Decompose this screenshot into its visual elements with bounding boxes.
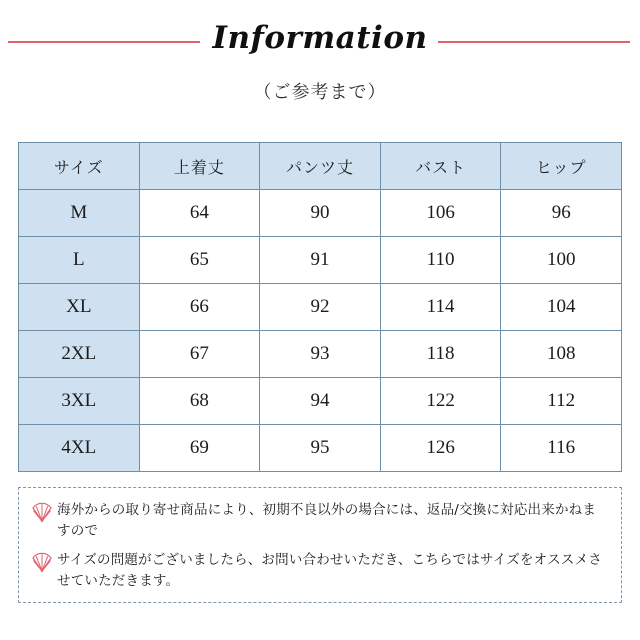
cell-hip: 116	[501, 425, 622, 472]
table-row	[19, 425, 622, 472]
note-text: サイズの問題がございましたら、お問い合わせいただき、こちらではサイズをオススメさせていただきます。	[57, 551, 603, 589]
size-table-head	[19, 143, 622, 190]
table-row	[19, 331, 622, 378]
list-item	[31, 550, 607, 592]
cell-hip: 108	[501, 331, 622, 378]
cell-pants-length: 91	[260, 237, 381, 284]
table-header-row	[19, 143, 622, 190]
table-row	[19, 190, 622, 237]
cell-hip: 112	[501, 378, 622, 425]
size-table-body	[19, 190, 622, 472]
note-text: 海外からの取り寄せ商品により、初期不良以外の場合には、返品/交換に対応出来かねますので	[57, 502, 597, 539]
table-row	[19, 378, 622, 425]
page-subtitle: （ご参考まで）	[253, 82, 387, 103]
cell-size: 2XL	[19, 331, 140, 378]
column-header-jacket-length: 上着丈	[139, 143, 260, 190]
notes-box	[18, 487, 622, 603]
column-header-hip: ヒップ	[501, 143, 622, 190]
list-item	[31, 500, 607, 542]
fan-icon	[31, 502, 53, 522]
column-header-pants-length: パンツ丈	[260, 143, 381, 190]
cell-size: 3XL	[19, 378, 140, 425]
column-header-bust: バスト	[380, 143, 501, 190]
cell-jacket-length: 68	[139, 378, 260, 425]
cell-pants-length: 94	[260, 378, 381, 425]
cell-jacket-length: 66	[139, 284, 260, 331]
size-table-container	[18, 142, 622, 472]
cell-hip: 96	[501, 190, 622, 237]
table-row	[19, 284, 622, 331]
header-rule-left	[8, 41, 200, 43]
cell-jacket-length: 67	[139, 331, 260, 378]
cell-bust: 114	[380, 284, 501, 331]
fan-icon	[31, 552, 53, 572]
page-title: Information	[202, 23, 437, 54]
cell-pants-length: 90	[260, 190, 381, 237]
page-header	[0, 0, 640, 72]
cell-jacket-length: 69	[139, 425, 260, 472]
cell-hip: 100	[501, 237, 622, 284]
header-rule-right	[428, 41, 630, 43]
cell-pants-length: 95	[260, 425, 381, 472]
cell-size: L	[19, 237, 140, 284]
cell-jacket-length: 65	[139, 237, 260, 284]
cell-size: 4XL	[19, 425, 140, 472]
cell-jacket-length: 64	[139, 190, 260, 237]
cell-bust: 110	[380, 237, 501, 284]
cell-pants-length: 92	[260, 284, 381, 331]
column-header-size: サイズ	[19, 143, 140, 190]
cell-bust: 118	[380, 331, 501, 378]
cell-bust: 106	[380, 190, 501, 237]
cell-pants-length: 93	[260, 331, 381, 378]
cell-bust: 126	[380, 425, 501, 472]
cell-hip: 104	[501, 284, 622, 331]
cell-size: M	[19, 190, 140, 237]
size-table	[18, 142, 622, 472]
table-row	[19, 237, 622, 284]
cell-size: XL	[19, 284, 140, 331]
cell-bust: 122	[380, 378, 501, 425]
